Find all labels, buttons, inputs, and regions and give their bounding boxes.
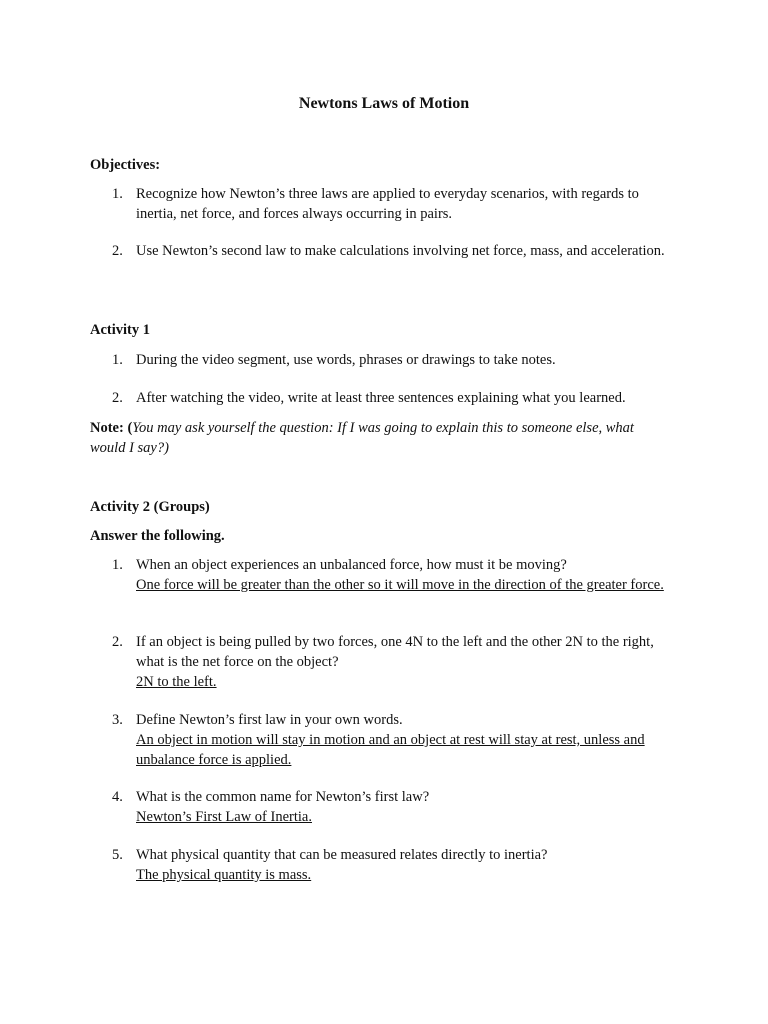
answer-text: An object in motion will stay in motion and an object at rest will stay at rest, unless and unbalance force is applied.	[136, 732, 645, 768]
activity1-text: During the video segment, use words, phrases or drawings to take notes.	[136, 352, 556, 368]
question-text: Define Newton’s first law in your own words.	[136, 712, 403, 728]
note-paragraph	[90, 418, 670, 458]
list-number: 2.	[112, 243, 123, 259]
list-number: 1.	[112, 186, 123, 202]
objectives-heading: Objectives:	[90, 157, 161, 173]
activity2-heading: Activity 2 (Groups)	[90, 499, 210, 515]
list-number: 3.	[112, 712, 123, 728]
activity1-text: After watching the video, write at least three sentences explaining what you learned.	[136, 390, 626, 406]
activity2-subheading: Answer the following.	[90, 528, 225, 544]
question-text: If an object is being pulled by two forces, one 4N to the left and the other 2N to the right, what is the net force on the object?	[136, 634, 654, 670]
question-text: What is the common name for Newton’s first law?	[136, 789, 430, 805]
question-text: What physical quantity that can be measured relates directly to inertia?	[136, 847, 548, 863]
activity1-heading: Activity 1	[90, 322, 150, 338]
list-number: 2.	[112, 634, 123, 650]
answer-text: 2N to the left.	[136, 674, 217, 690]
list-number: 4.	[112, 789, 123, 805]
answer-text: One force will be greater than the other so it will move in the direction of the greater force.	[136, 577, 664, 593]
note-text: You may ask yourself the question: If I was going to explain this to someone else, what would I say?)	[90, 420, 634, 456]
list-number: 2.	[112, 390, 123, 406]
objective-text: Use Newton’s second law to make calculations involving net force, mass, and acceleration.	[136, 243, 665, 259]
list-number: 1.	[112, 352, 123, 368]
question-text: When an object experiences an unbalanced force, how must it be moving?	[136, 557, 567, 573]
note-label: Note: (	[90, 420, 133, 436]
answer-text: The physical quantity is mass.	[136, 867, 312, 883]
answer-text: Newton’s First Law of Inertia.	[136, 809, 312, 825]
list-number: 1.	[112, 557, 123, 573]
page-title: Newtons Laws of Motion	[298, 95, 470, 112]
objective-text: Recognize how Newton’s three laws are applied to everyday scenarios, with regards to inertia, net force, and forces always occurring in pairs.	[136, 186, 639, 222]
list-number: 5.	[112, 847, 123, 863]
